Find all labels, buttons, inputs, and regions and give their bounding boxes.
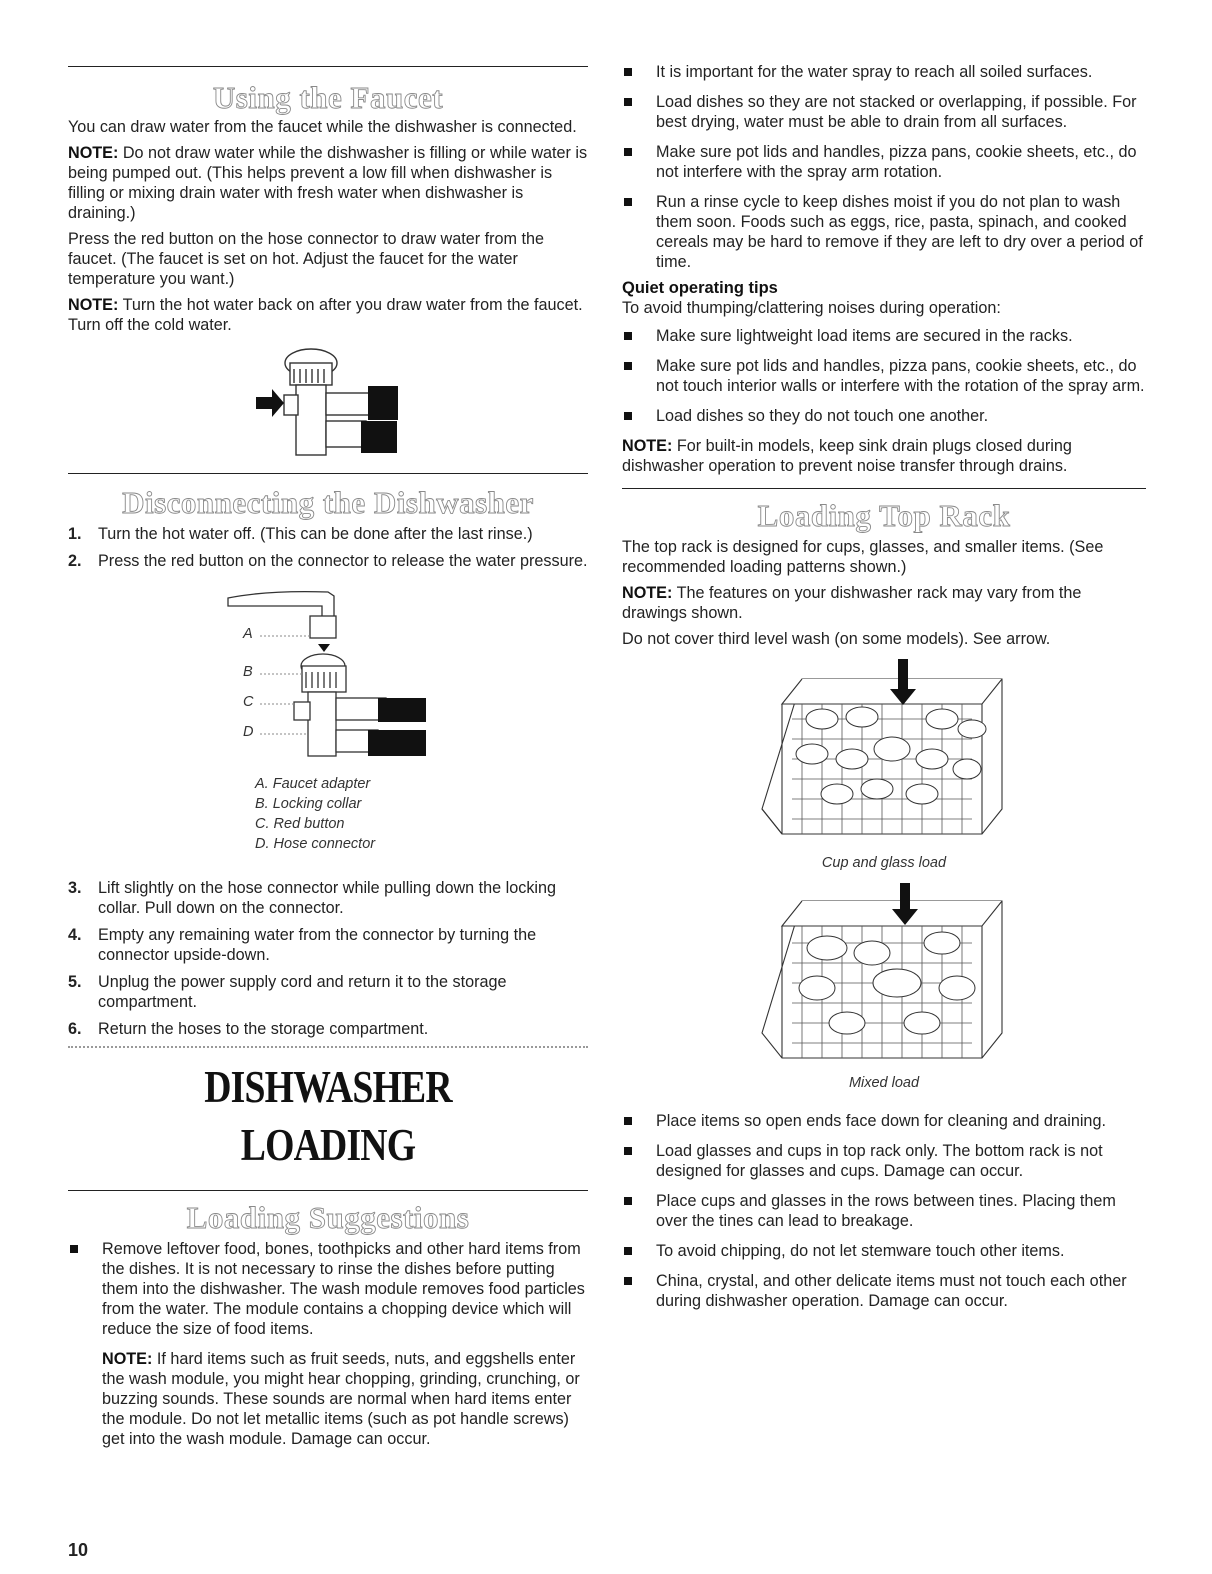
note-paragraph: NOTE: Turn the hot water back on after you draw water from the faucet. Turn off the cold water. <box>68 296 583 334</box>
hose-connector-illustration <box>68 341 588 471</box>
paragraph: The top rack is designed for cups, glasses, and smaller items. (See recommended loading patterns shown.) <box>622 538 1104 576</box>
list-item: Load dishes so they do not touch one another. <box>622 406 1146 426</box>
heading-disconnecting: Disconnecting the Dishwasher <box>122 485 534 520</box>
list-item: Remove leftover food, bones, toothpicks and other hard items from the dishes. It is not necessary to rinse the dishes before putting them into the dishwasher. The wash module removes food particles from the water. The module contains a chopping device which will reduce the size of food items. NOTE: If hard items such as fruit seeds, nuts, and eggshells enter the wash module, you might hear chopping, grinding, crunching, or buzzing sounds. These sounds are normal when hard items enter the module. Do not let metallic items (such as pot handle screws) get into the wash module. Damage can occur. <box>68 1239 588 1449</box>
section-divider <box>622 488 1146 489</box>
cup-glass-rack-illustration <box>622 659 1146 849</box>
tips-list <box>622 62 1146 272</box>
note-paragraph: NOTE: For built-in models, keep sink drain plugs closed during dishwasher operation to prevent noise transfer through drains. <box>622 437 1072 475</box>
note-label: NOTE: <box>68 296 119 314</box>
diagram-label-b: B <box>243 664 253 680</box>
list-item: Load glasses and cups in top rack only. The bottom rack is not designed for glasses and cups. Damage can occur. <box>622 1141 1146 1181</box>
note-label: NOTE: <box>622 584 673 602</box>
bullet-icon <box>624 1197 632 1205</box>
diagram-label-a: A <box>243 626 253 642</box>
list-item: 2. Press the red button on the connector to release the water pressure. <box>68 552 588 570</box>
section-title: DISHWASHER LOADING <box>204 1061 452 1170</box>
list-item: Make sure pot lids and handles, pizza pans, cookie sheets, etc., do not interfere with the spray arm rotation. <box>622 142 1146 182</box>
section-divider <box>68 66 588 67</box>
steps-list <box>68 524 588 571</box>
list-item: 4. Empty any remaining water from the connector by turning the connector upside-down. <box>68 926 537 964</box>
bullet-icon <box>624 332 632 340</box>
list-item: 1. Turn the hot water off. (This can be done after the last rinse.) <box>68 525 533 543</box>
heading-loading-suggestions: Loading Suggestions <box>186 1200 470 1235</box>
note-label: NOTE: <box>102 1350 153 1368</box>
list-item: 6. Return the hoses to the storage compartment. <box>68 1020 429 1038</box>
paragraph: To avoid thumping/clattering noises during operation: <box>622 299 1001 317</box>
diagram-legend: A. Faucet adapter B. Locking collar C. Red button D. Hose connector <box>255 776 376 852</box>
bullet-icon <box>70 1245 78 1253</box>
left-column <box>68 66 588 1459</box>
heading-loading-top-rack: Loading Top Rack <box>757 498 1011 533</box>
paragraph: You can draw water from the faucet while the dishwasher is connected. <box>68 118 577 136</box>
section-divider <box>68 1190 588 1191</box>
list-item: Make sure pot lids and handles, pizza pans, cookie sheets, etc., do not touch interior walls or interfere with the rotation of the spray arm. <box>622 356 1146 396</box>
paragraph: Do not cover third level wash (on some models). See arrow. <box>622 630 1051 648</box>
top-rack-list <box>622 1111 1146 1311</box>
list-item: China, crystal, and other delicate items must not touch each other during dishwasher operation. Damage can occur. <box>622 1271 1146 1311</box>
heading-using-faucet: Using the Faucet <box>212 80 444 115</box>
bullet-icon <box>624 148 632 156</box>
note-paragraph: NOTE: If hard items such as fruit seeds, nuts, and eggshells enter the wash module, you might hear chopping, grinding, crunching, or buzzing sounds. These sounds are normal when hard items enter the module. Do not let metallic items (such as pot handle screws) get into the wash module. Damage can occur. <box>102 1350 580 1448</box>
bullet-icon <box>624 198 632 206</box>
diagram-label-c: C <box>243 694 254 710</box>
note-label: NOTE: <box>622 437 673 455</box>
bullet-icon <box>624 98 632 106</box>
bullet-icon <box>624 1247 632 1255</box>
note-label: NOTE: <box>68 144 119 162</box>
bullet-icon <box>624 1117 632 1125</box>
quiet-tips-list <box>622 326 1146 426</box>
arrow-icon <box>256 389 284 417</box>
bullet-icon <box>624 412 632 420</box>
hose-fitting-top <box>368 386 398 420</box>
bullet-icon <box>624 1147 632 1155</box>
list-item: Place items so open ends face down for cleaning and draining. <box>622 1111 1146 1131</box>
list-item: 3. Lift slightly on the hose connector while pulling down the locking collar. Pull down on the connector. <box>68 879 557 917</box>
steps-list-continued <box>68 878 588 1039</box>
note-paragraph: NOTE: Do not draw water while the dishwasher is filling or while water is being pumped out. (This helps prevent a low fill when dishwasher is filling or mixing drain water with fresh water when dishwasher is draining.) <box>68 144 588 222</box>
caption-cup-glass-load: Cup and glass load <box>821 855 947 871</box>
page-number: 10 <box>68 1540 89 1560</box>
note-paragraph: NOTE: The features on your dishwasher rack may vary from the drawings shown. <box>622 584 1082 622</box>
list-item: Load dishes so they are not stacked or overlapping, if possible. For best drying, water must be able to drain from all surfaces. <box>622 92 1146 132</box>
suggestions-list <box>68 1239 588 1449</box>
list-item: Run a rinse cycle to keep dishes moist if you do not plan to wash them soon. Foods such as eggs, rice, pasta, spinach, and cooked cereals may be hard to remove if they are left to dry over a period of time. <box>622 192 1146 272</box>
quiet-tips-heading: Quiet operating tips <box>622 279 778 297</box>
bullet-icon <box>624 1277 632 1285</box>
bullet-icon <box>624 68 632 76</box>
bullet-icon <box>624 362 632 370</box>
caption-mixed-load: Mixed load <box>848 1075 920 1091</box>
mixed-load-rack-illustration <box>622 883 1146 1073</box>
hose-fitting-bottom <box>361 421 397 453</box>
list-item: Make sure lightweight load items are secured in the racks. <box>622 326 1146 346</box>
list-item: Place cups and glasses in the rows between tines. Placing them over the tines can lead to breakage. <box>622 1191 1146 1231</box>
list-item: 5. Unplug the power supply cord and return it to the storage compartment. <box>68 973 507 1011</box>
list-item: To avoid chipping, do not let stemware touch other items. <box>622 1241 1146 1261</box>
list-item: It is important for the water spray to reach all soiled surfaces. <box>622 62 1146 82</box>
section-separator <box>68 1046 588 1048</box>
diagram-label-d: D <box>243 724 254 740</box>
right-column <box>622 62 1146 1321</box>
connector-diagram <box>68 578 588 878</box>
paragraph: Press the red button on the hose connector to draw water from the faucet. (The faucet is set on hot. Adjust the faucet for the water temperature you want.) <box>68 230 544 288</box>
section-divider <box>68 473 588 474</box>
